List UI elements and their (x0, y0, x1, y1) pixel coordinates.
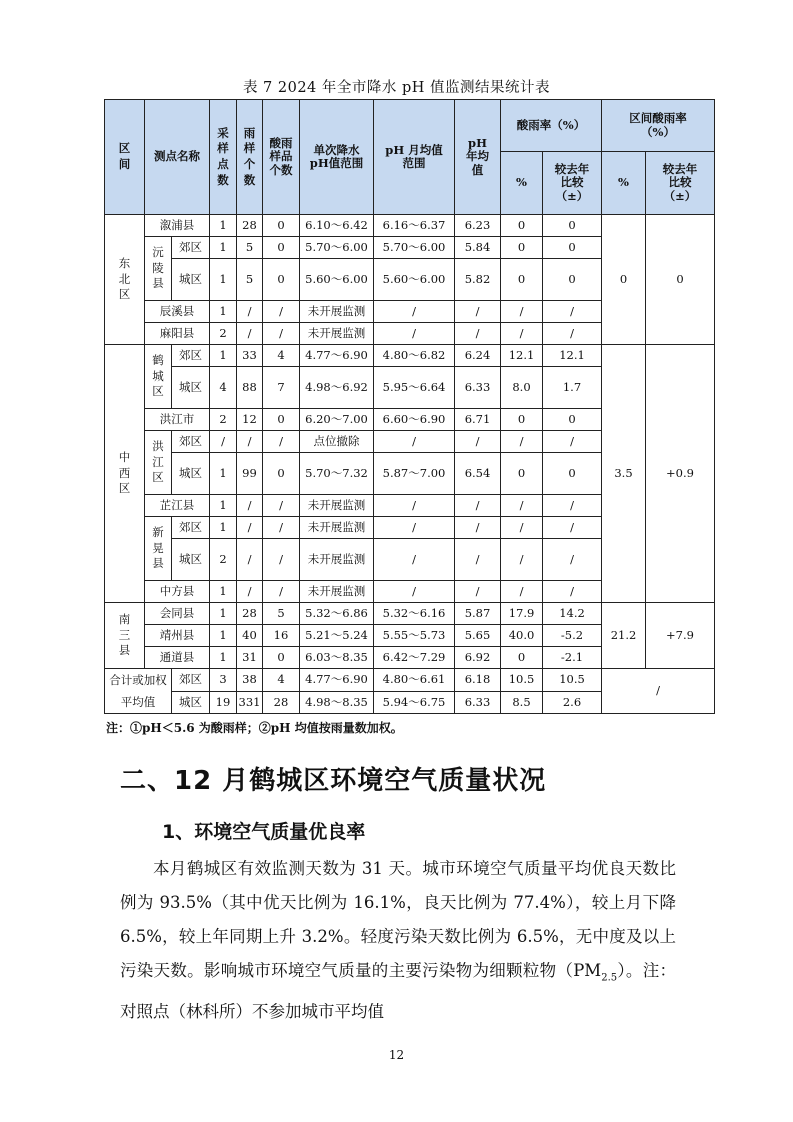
region-yoy-central: +0.9 (646, 345, 715, 603)
header-acid-pct: % (501, 152, 543, 215)
table-row: 东北区 溆浦县 1 28 0 6.10～6.42 6.16～6.37 6.23 0 0 0 0 (105, 215, 715, 237)
header-annual-avg: pH 年均值 (455, 100, 501, 215)
region-rate-northeast: 0 (602, 215, 646, 345)
header-region: 区间 (105, 100, 145, 215)
table-note: 注：①pH＜5.6 为酸雨样；②pH 均值按雨量数加权。 (106, 721, 403, 735)
header-site: 测点名称 (145, 100, 210, 215)
header-region-pct: % (602, 152, 646, 215)
region-northeast: 东北区 (105, 215, 145, 345)
header-acid-samples: 酸雨样品个数 (263, 100, 300, 215)
region-rate-central: 3.5 (602, 345, 646, 603)
table-row: 沅陵县 郊区 1 5 0 5.70～6.00 5.70～6.00 5.84 0 0 (105, 237, 715, 259)
region-rate-total: / (602, 669, 715, 714)
table-row: 城区 4 88 7 4.98～6.92 5.95～6.64 6.33 8.0 1.7 (105, 367, 715, 409)
region-yoy-northeast: 0 (646, 215, 715, 345)
table-row: 城区 1 99 0 5.70～7.32 5.87～7.00 6.54 0 0 (105, 453, 715, 495)
table-row: 城区 2 / / 未开展监测 / / / / (105, 539, 715, 581)
subsection-heading: 1、环境空气质量优良率 (162, 821, 366, 843)
table-row: 辰溪县 1 / / 未开展监测 / / / / (105, 301, 715, 323)
table-row: 城区 1 5 0 5.60～6.00 5.60～6.00 5.82 0 0 (105, 259, 715, 301)
table-row: 中西区 鹤城区 郊区 1 33 4 4.77～6.90 4.80～6.82 6.24 12.1 12.1 3.5 +0.9 (105, 345, 715, 367)
table-row: 城区 19 331 28 4.98～8.35 5.94～6.75 6.33 8.5 2.6 (105, 691, 715, 714)
region-central: 中西区 (105, 345, 145, 603)
table-row: 新晃县 郊区 1 / / 未开展监测 / / / / (105, 517, 715, 539)
table-row: 通道县 1 31 0 6.03～8.35 6.42～7.29 6.92 0 -2.1 (105, 647, 715, 669)
table-row: 洪江市 2 12 0 6.20～7.00 6.60～6.90 6.71 0 0 (105, 409, 715, 431)
header-monthly-range: pH 月均值范围 (374, 100, 455, 215)
section-heading: 二、12 月鹤城区环境空气质量状况 (120, 766, 547, 796)
header-acid-rate: 酸雨率（%） (501, 100, 602, 152)
table-row: 靖州县 1 40 16 5.21～5.24 5.55～5.73 5.65 40.0 -5.2 (105, 625, 715, 647)
header-region-acid-rate: 区间酸雨率（%） (602, 100, 715, 152)
table-caption: 表 7 2024 年全市降水 pH 值监测结果统计表 (242, 80, 551, 96)
table-row: 芷江县 1 / / 未开展监测 / / / / (105, 495, 715, 517)
page-number: 12 (388, 1048, 405, 1062)
table-row: 合计或加权平均值 郊区 3 38 4 4.77～6.90 4.80～6.61 6.18 10.5 10.5 / (105, 669, 715, 692)
header-sample-points: 采样点数 (210, 100, 237, 215)
region-south: 南三县 (105, 603, 145, 669)
header-acid-yoy: 较去年 比较 （±） (543, 152, 602, 215)
header-rain-samples: 雨样个数 (237, 100, 263, 215)
region-rate-south: 21.2 (602, 603, 646, 669)
header-single-range: 单次降水pH值范围 (300, 100, 374, 215)
region-yoy-south: +7.9 (646, 603, 715, 669)
table-row: 南三县 会同县 1 28 5 5.32～6.86 5.32～6.16 5.87 17.9 14.2 21.2 +7.9 (105, 603, 715, 625)
table-row: 中方县 1 / / 未开展监测 / / / / (105, 581, 715, 603)
ph-statistics-table (104, 99, 715, 714)
table-row: 洪江区 郊区 / / / 点位撤除 / / / / (105, 431, 715, 453)
header-region-yoy: 较去年 比较 （±） (646, 152, 715, 215)
table-row: 麻阳县 2 / / 未开展监测 / / / / (105, 323, 715, 345)
region-total: 合计或加权平均值 (105, 669, 172, 714)
body-paragraph: 本月鹤城区有效监测天数为 31 天。城市环境空气质量平均优良天数比例为 93.5%（其中优天比例为 16.1%，良天比例为 77.4%），较上月下降 6.5%，较上年同期上升 3.2%。轻度污染天数比例为 6.5%，无中度及以上污染天数。影响城市环境空气质量的主要污染物为细颗粒物$(PM_{2.5})$。注：对照点（林科所）不参加城市平均值 (120, 859, 677, 1022)
